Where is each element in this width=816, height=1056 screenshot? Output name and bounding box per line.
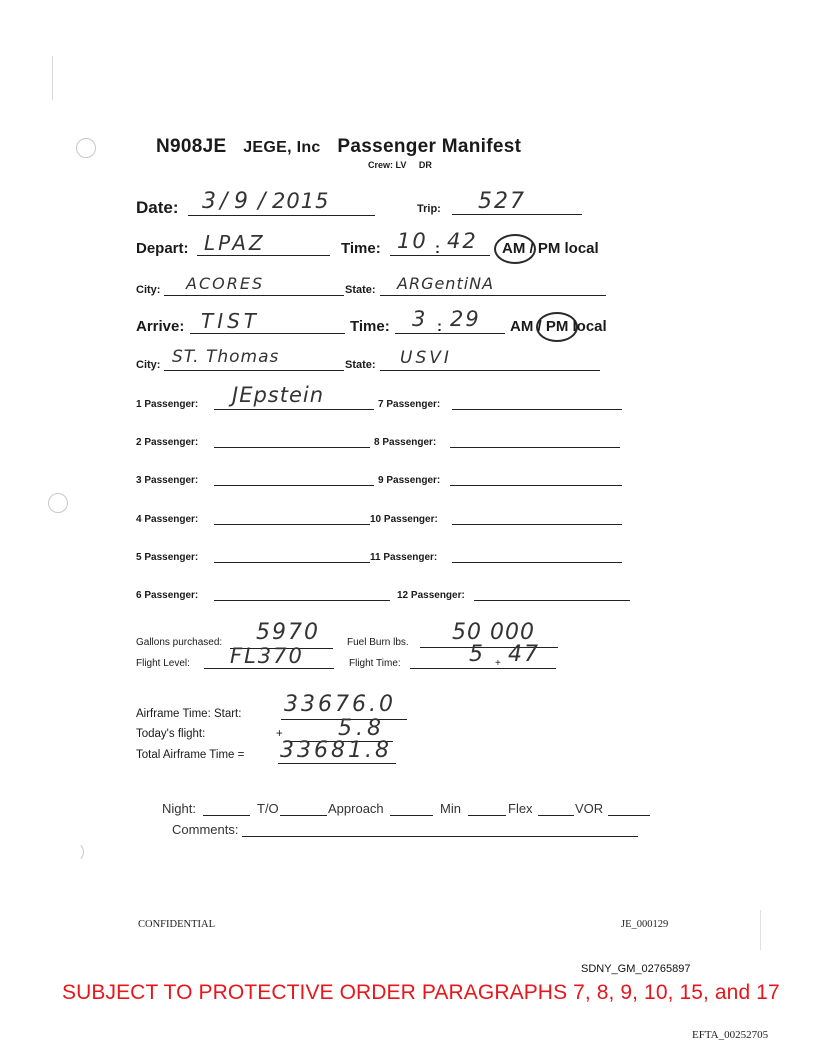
gallons-value: 5970 bbox=[256, 620, 320, 645]
comments-label: Comments: bbox=[172, 822, 239, 837]
passenger-8-line bbox=[450, 447, 620, 448]
efta-bates-number: EFTA_00252705 bbox=[692, 1029, 769, 1041]
total-airframe-value: 33681.8 bbox=[280, 738, 392, 763]
flight-time-plus: + bbox=[495, 658, 501, 669]
passenger-4-label: 4 Passenger: bbox=[136, 514, 199, 525]
passenger-9-line bbox=[450, 485, 622, 486]
date-separator-2: / bbox=[258, 189, 268, 214]
trip-label: Trip: bbox=[417, 203, 441, 215]
passenger-1-name: JEpstein bbox=[232, 383, 325, 407]
passenger-12-label: 12 Passenger: bbox=[397, 590, 465, 601]
depart-ampm-label: AM / PM local bbox=[502, 240, 599, 257]
flight-time-label: Flight Time: bbox=[349, 658, 401, 669]
company-name: JEGE, Inc bbox=[243, 139, 321, 156]
depart-time-label: Time: bbox=[341, 240, 381, 257]
passenger-8-label: 8 Passenger: bbox=[374, 437, 437, 448]
crew-label: Crew: LV bbox=[368, 160, 407, 170]
fuel-burn-label: Fuel Burn lbs. bbox=[347, 637, 409, 648]
depart-state-line bbox=[380, 295, 606, 296]
manifest-title bbox=[156, 136, 521, 158]
flight-level-line bbox=[204, 668, 334, 669]
passenger-10-label: 10 Passenger: bbox=[370, 514, 438, 525]
depart-city-value: ACORES bbox=[186, 274, 265, 293]
arrive-code-value: TIST bbox=[201, 309, 261, 333]
depart-line bbox=[197, 255, 330, 256]
date-day-value: 9 bbox=[234, 189, 250, 214]
arrive-hour-value: 3 bbox=[412, 307, 428, 331]
passenger-1-label: 1 Passenger: bbox=[136, 399, 199, 410]
arrive-state-label: State: bbox=[345, 359, 376, 371]
date-line bbox=[188, 215, 375, 216]
arrive-city-value: ST. Thomas bbox=[172, 347, 280, 367]
tail-number: N908JE bbox=[156, 136, 227, 157]
depart-time-colon: : bbox=[435, 240, 440, 257]
todays-flight-label: Today's flight: bbox=[136, 728, 206, 740]
passenger-10-line bbox=[452, 524, 622, 525]
passenger-6-label: 6 Passenger: bbox=[136, 590, 199, 601]
depart-label: Depart: bbox=[136, 240, 189, 257]
vor-line bbox=[608, 815, 650, 816]
arrive-time-label: Time: bbox=[350, 318, 390, 335]
night-label: Night: bbox=[162, 801, 196, 816]
crew-second: DR bbox=[418, 160, 432, 170]
approach-line bbox=[390, 815, 433, 816]
passenger-7-line bbox=[452, 409, 622, 410]
flight-level-value: FL370 bbox=[230, 644, 304, 668]
scan-edge-line bbox=[760, 910, 761, 950]
sdny-bates-number: SDNY_GM_02765897 bbox=[581, 963, 691, 975]
total-airframe-line bbox=[278, 763, 396, 764]
arrive-label: Arrive: bbox=[136, 318, 185, 335]
document-title: Passenger Manifest bbox=[337, 136, 522, 157]
date-separator-1: / bbox=[220, 189, 230, 214]
passenger-11-line bbox=[452, 562, 622, 563]
arrive-state-value: USVI bbox=[400, 348, 452, 368]
depart-hour-value: 10 bbox=[397, 229, 428, 253]
passenger-2-line bbox=[214, 447, 370, 448]
date-label: Date: bbox=[136, 198, 179, 217]
passenger-5-label: 5 Passenger: bbox=[136, 552, 199, 563]
min-line bbox=[468, 815, 506, 816]
trip-line bbox=[452, 214, 582, 215]
flex-line bbox=[538, 815, 574, 816]
depart-state-label: State: bbox=[345, 284, 376, 296]
depart-state-value: ARGentiNA bbox=[397, 274, 495, 293]
passenger-12-line bbox=[474, 600, 630, 601]
passenger-11-label: 11 Passenger: bbox=[370, 552, 438, 563]
depart-time-line bbox=[390, 255, 490, 256]
to-line bbox=[280, 815, 327, 816]
punch-hole-middle bbox=[48, 493, 68, 513]
fuel-burn-value: 50 000 bbox=[452, 620, 535, 645]
binder-edge-line bbox=[52, 56, 53, 100]
passenger-7-label: 7 Passenger: bbox=[378, 399, 441, 410]
total-airframe-label: Total Airframe Time = bbox=[136, 749, 245, 761]
protective-order-notice: SUBJECT TO PROTECTIVE ORDER PARAGRAPHS 7, 8, 9, 10, 15, and 17 bbox=[62, 981, 780, 1004]
flex-label: Flex bbox=[508, 801, 533, 816]
depart-city-label: City: bbox=[136, 284, 161, 296]
punch-hole-top bbox=[76, 138, 96, 158]
punch-hole-bottom bbox=[64, 842, 84, 862]
todays-flight-plus: + bbox=[276, 728, 283, 740]
confidential-stamp: CONFIDENTIAL bbox=[138, 919, 215, 930]
arrive-time-colon: : bbox=[437, 318, 442, 335]
passenger-4-line bbox=[214, 524, 370, 525]
date-year-value: 2015 bbox=[272, 189, 330, 213]
approach-label: Approach bbox=[328, 801, 384, 816]
flight-time-line bbox=[410, 668, 556, 669]
vor-label: VOR bbox=[575, 801, 604, 816]
depart-code-value: LPAZ bbox=[204, 231, 266, 255]
night-line bbox=[203, 815, 250, 816]
todays-flight-value: 5.8 bbox=[338, 716, 385, 741]
comments-line bbox=[242, 836, 638, 837]
je-document-id: JE_000129 bbox=[621, 919, 669, 930]
arrive-city-label: City: bbox=[136, 359, 161, 371]
passenger-1-line bbox=[214, 409, 374, 410]
passenger-6-line bbox=[214, 600, 390, 601]
date-month-value: 3 bbox=[202, 189, 218, 214]
passenger-5-line bbox=[214, 562, 370, 563]
crew-line bbox=[368, 160, 432, 170]
arrive-time-line bbox=[395, 333, 505, 334]
airframe-start-label: Airframe Time: Start: bbox=[136, 708, 242, 720]
flight-time-minutes: 47 bbox=[508, 642, 540, 667]
arrive-city-line bbox=[164, 370, 344, 371]
passenger-2-label: 2 Passenger: bbox=[136, 437, 199, 448]
passenger-3-label: 3 Passenger: bbox=[136, 475, 199, 486]
to-label: T/O bbox=[257, 801, 279, 816]
flight-time-hours: 5 bbox=[469, 642, 485, 667]
passenger-3-line bbox=[214, 485, 374, 486]
arrive-min-value: 29 bbox=[450, 307, 481, 331]
airframe-start-value: 33676.0 bbox=[284, 692, 396, 717]
depart-min-value: 42 bbox=[447, 229, 478, 253]
arrive-state-line bbox=[380, 370, 600, 371]
depart-city-line bbox=[164, 295, 344, 296]
arrive-ampm-label: AM / PM local bbox=[510, 318, 607, 335]
flight-level-label: Flight Level: bbox=[136, 658, 190, 669]
arrive-line bbox=[190, 333, 345, 334]
min-label: Min bbox=[440, 801, 461, 816]
trip-value: 527 bbox=[478, 189, 526, 214]
gallons-label: Gallons purchased: bbox=[136, 637, 223, 648]
passenger-9-label: 9 Passenger: bbox=[378, 475, 441, 486]
